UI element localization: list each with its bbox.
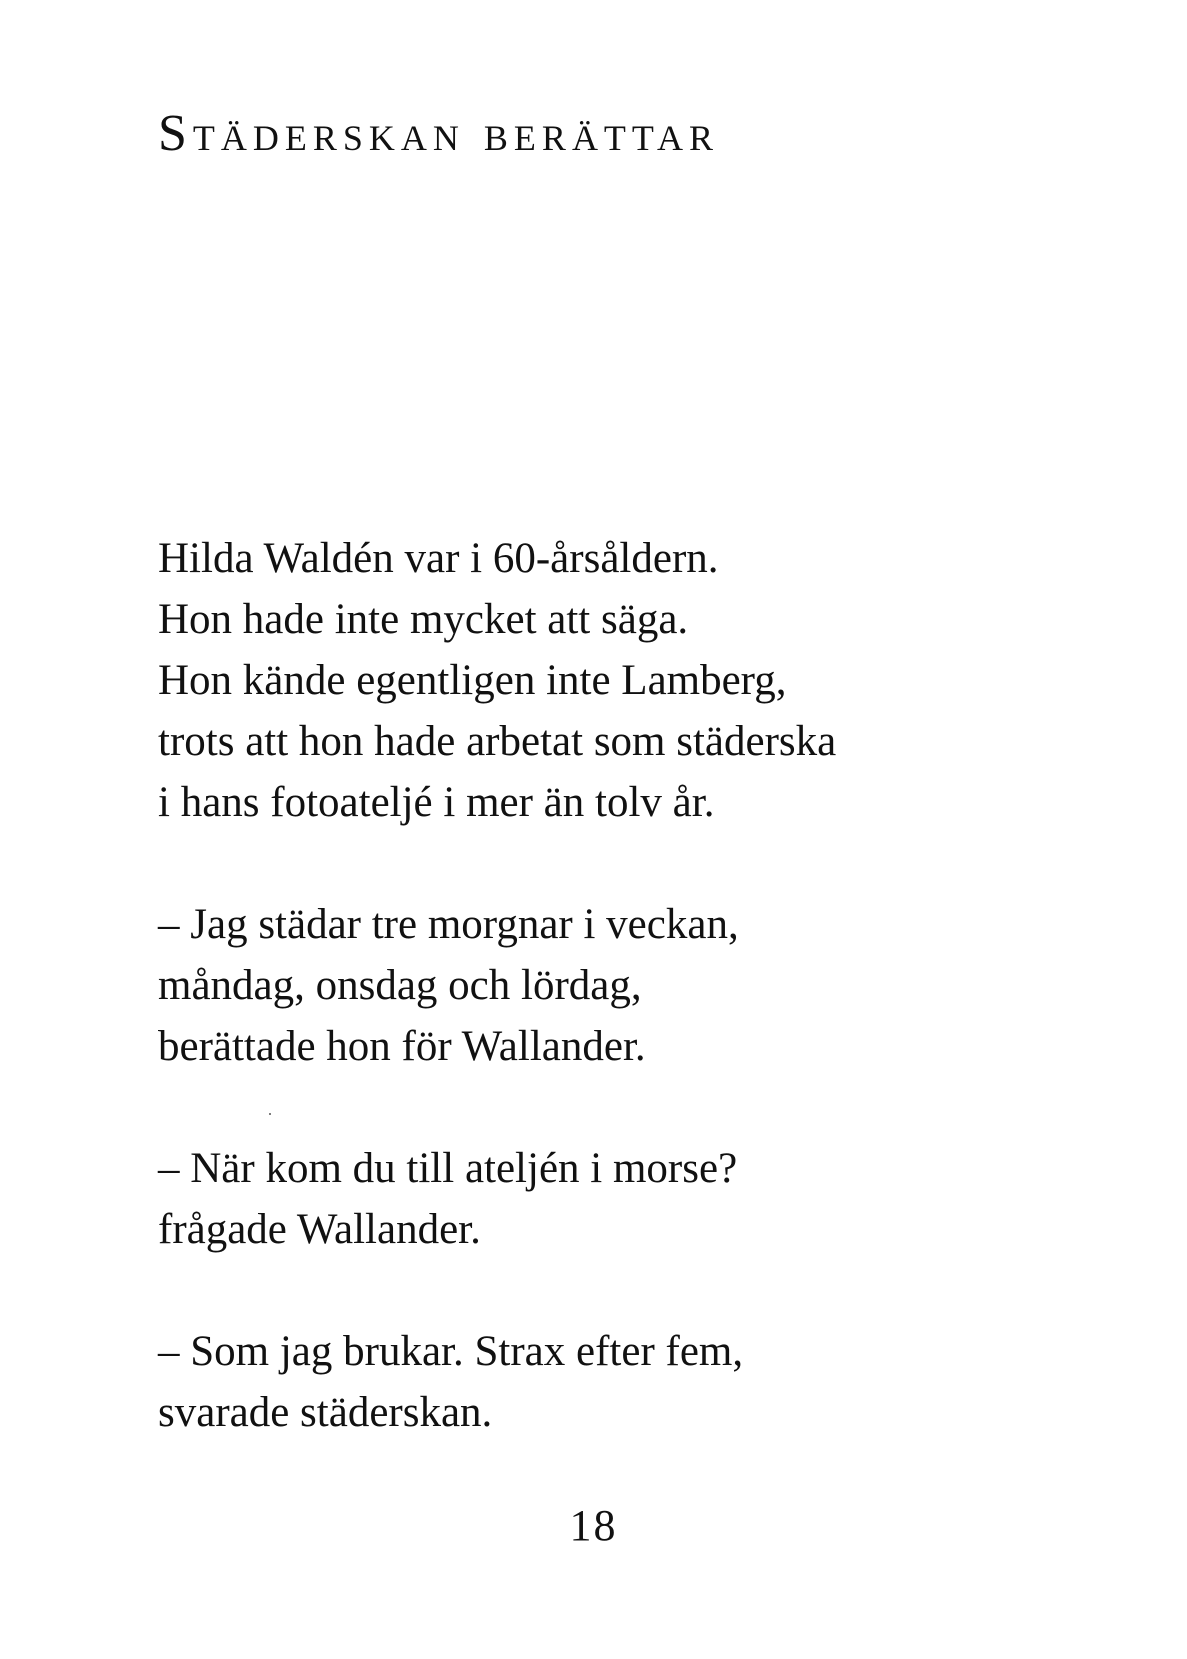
- text-line: – Som jag brukar. Strax efter fem,: [158, 1328, 744, 1375]
- text-line: frågade Wallander.: [158, 1206, 481, 1253]
- paragraph-2: [158, 894, 1058, 1077]
- text-line: – Jag städar tre morgnar i veckan,: [158, 901, 739, 948]
- text-line: trots att hon hade arbetat som städerska: [158, 718, 837, 765]
- paragraph-3: [158, 1138, 1058, 1260]
- chapter-body: [158, 528, 1058, 1443]
- page-number: 18: [569, 1501, 618, 1550]
- text-line: svarade städerskan.: [158, 1389, 493, 1436]
- text-line: måndag, onsdag och lördag,: [158, 962, 642, 1009]
- text-line: Hon hade inte mycket att säga.: [158, 596, 689, 643]
- print-speck: [269, 1113, 271, 1115]
- text-line: – När kom du till ateljén i morse?: [158, 1145, 738, 1192]
- text-line: berättade hon för Wallander.: [158, 1023, 646, 1070]
- text-line: i hans fotoateljé i mer än tolv år.: [158, 779, 715, 826]
- chapter-title: Städerskan berättar: [158, 105, 720, 162]
- paragraph-1: [158, 528, 1058, 833]
- paragraph-4: [158, 1321, 1058, 1443]
- text-line: Hilda Waldén var i 60-årsåldern.: [158, 535, 719, 582]
- text-line: Hon kände egentligen inte Lamberg,: [158, 657, 787, 704]
